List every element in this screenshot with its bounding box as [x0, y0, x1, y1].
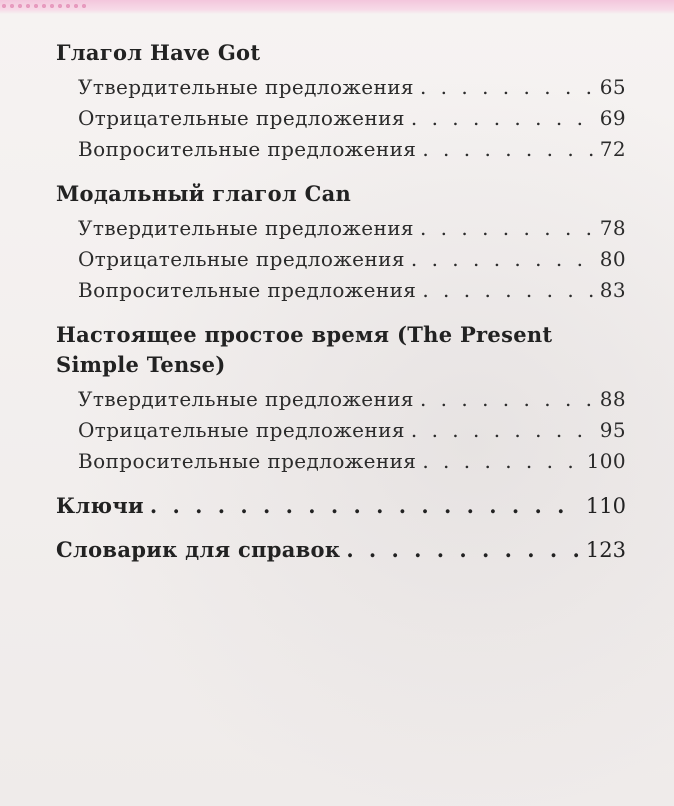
dot-leader — [411, 415, 594, 446]
dot-leader — [411, 103, 594, 134]
entry-page-number: 65 — [599, 75, 626, 99]
dot-leader — [150, 491, 580, 521]
section-title-have-got: Глагол Have Got — [56, 40, 261, 65]
entry-page-number: 88 — [599, 387, 626, 411]
entry-page-number: 100 — [586, 449, 626, 473]
toc-entry[interactable] — [78, 415, 626, 446]
toc-entry[interactable] — [78, 213, 626, 244]
decorative-dots — [0, 2, 90, 10]
entry-page-number: 110 — [585, 494, 626, 518]
entry-label: Утвердительные предложения — [78, 75, 414, 99]
dot-leader — [420, 384, 594, 415]
toc-entry[interactable] — [78, 275, 626, 306]
section-title-present-simple — [56, 320, 626, 380]
entry-label: Утвердительные предложения — [78, 216, 414, 240]
entry-page-number: 80 — [599, 247, 626, 271]
toc-entry[interactable] — [78, 446, 626, 477]
toc-entry[interactable] — [78, 134, 626, 165]
table-of-contents — [56, 38, 626, 579]
entry-page-number: 95 — [599, 418, 626, 442]
toc-entry[interactable] — [78, 384, 626, 415]
section-entries-modal-can — [78, 213, 626, 306]
entry-label: Отрицательные предложения — [78, 418, 405, 442]
dot-leader — [420, 72, 594, 103]
dot-leader — [420, 213, 594, 244]
entry-label: Вопросительные предложения — [78, 449, 417, 473]
toc-entry-keys[interactable] — [56, 491, 626, 521]
dot-leader — [411, 244, 594, 275]
dot-leader — [422, 134, 593, 165]
entry-label: Утвердительные предложения — [78, 387, 414, 411]
toc-entry[interactable] — [78, 103, 626, 134]
entry-page-number: 83 — [599, 278, 626, 302]
entry-label: Отрицательные предложения — [78, 247, 405, 271]
entry-label: Словарик для справок — [56, 537, 341, 562]
section-title-line-2: Simple Tense) — [56, 352, 226, 377]
entry-label: Отрицательные предложения — [78, 106, 405, 130]
section-entries-present-simple — [78, 384, 626, 477]
toc-entry[interactable] — [78, 72, 626, 103]
section-title-line-1: Настоящее простое время (The Present — [56, 322, 553, 347]
section-entries-have-got — [78, 72, 626, 165]
entry-page-number: 72 — [599, 137, 626, 161]
entry-page-number: 78 — [599, 216, 626, 240]
toc-entry-dictionary[interactable] — [56, 535, 626, 565]
entry-page-number: 69 — [599, 106, 626, 130]
dot-leader — [422, 446, 580, 477]
entry-label: Ключи — [56, 493, 144, 518]
toc-entry[interactable] — [78, 244, 626, 275]
pink-top-border — [0, 0, 674, 14]
entry-label: Вопросительные предложения — [78, 137, 417, 161]
entry-label: Вопросительные предложения — [78, 278, 417, 302]
entry-page-number: 123 — [585, 538, 626, 562]
dot-leader — [422, 275, 593, 306]
section-title-modal-can: Модальный глагол Can — [56, 181, 352, 206]
dot-leader — [346, 535, 580, 565]
